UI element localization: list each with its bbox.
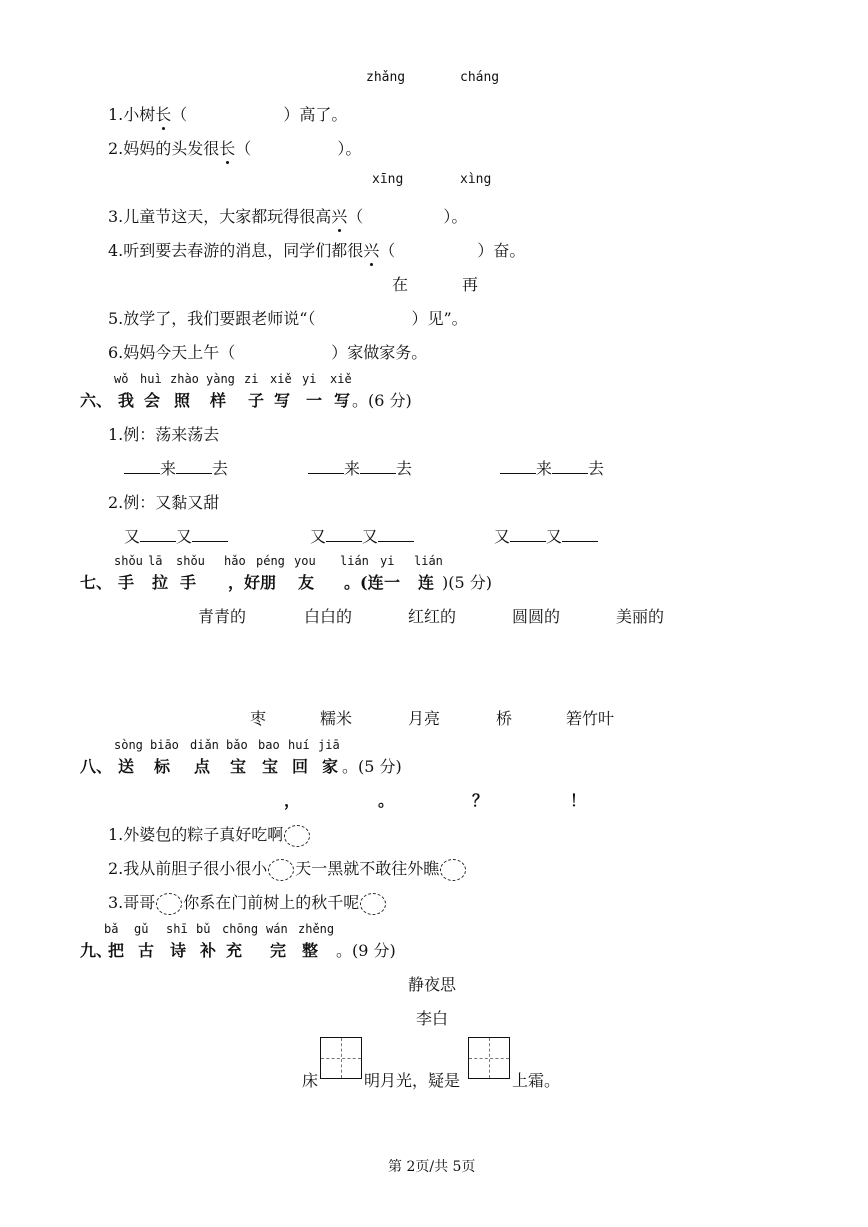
match-bottom-1[interactable]: 枣 <box>250 709 267 728</box>
title-char: 子 <box>248 391 265 410</box>
question-text: 5.放学了，我们要跟老师说“（ <box>108 309 316 328</box>
question-text: ）。 <box>443 207 468 226</box>
paren-open: （ <box>171 105 188 124</box>
title-pinyin: jiā <box>318 738 340 752</box>
question-5-4 <box>108 238 525 261</box>
word-qu: 去 <box>588 459 605 478</box>
word-you: 又 <box>176 527 193 546</box>
title-pinyin: bao <box>258 738 280 752</box>
question-text: 2.妈妈的头发很 <box>108 139 220 158</box>
question-text: ）奋。 <box>477 241 526 260</box>
title-char: 我 <box>118 391 135 410</box>
title-pinyin: xiě <box>270 372 292 386</box>
title-char: 手 <box>180 573 197 592</box>
paren-open: （ <box>235 139 252 158</box>
question-8-2 <box>108 856 467 881</box>
title-char: 标 <box>154 757 171 776</box>
question-text: ）家做家务。 <box>331 343 428 362</box>
title-char: 古 <box>138 941 155 960</box>
paren-open: （ <box>379 241 396 260</box>
title-char: 补 <box>200 941 217 960</box>
title-pinyin: shǒu <box>176 554 205 568</box>
answer-blank[interactable] <box>552 459 588 474</box>
answer-blank[interactable] <box>140 527 176 542</box>
title-char: 送 <box>118 757 135 776</box>
pinyin-xing4: xìng <box>460 172 492 187</box>
word-you: 又 <box>362 527 379 546</box>
fill-row-2 <box>124 524 228 547</box>
punct-circle[interactable] <box>360 893 386 915</box>
question-5-6 <box>108 340 427 363</box>
section-8-score: 。(5 分) <box>342 757 402 776</box>
title-char: 样 <box>210 391 227 410</box>
punct-circle[interactable] <box>284 825 310 847</box>
question-text: 3.哥哥 <box>108 893 156 912</box>
match-top-2[interactable]: 白白的 <box>304 607 353 626</box>
question-text: ）高了。 <box>283 105 348 124</box>
dotted-char: 兴 <box>363 238 379 261</box>
title-pinyin: yi <box>302 372 317 386</box>
pinyin-zhang: zhǎng <box>366 70 406 85</box>
title-char: ，好 <box>228 573 261 592</box>
section-9-number: 九、 <box>80 941 113 960</box>
fill-row-1 <box>124 456 228 479</box>
match-top-5[interactable]: 美丽的 <box>616 607 665 626</box>
match-bottom-4[interactable]: 桥 <box>496 709 513 728</box>
title-pinyin: shī <box>166 922 188 936</box>
title-char: 。(连 <box>344 573 384 592</box>
punct-circle[interactable] <box>440 859 466 881</box>
title-pinyin: you <box>294 554 316 568</box>
question-text: 天一黑就不敢往外瞧 <box>295 859 440 878</box>
question-text: 3.儿童节这天，大家都玩得很高 <box>108 207 332 226</box>
title-char: 整 <box>302 941 319 960</box>
title-char: 回 <box>292 757 309 776</box>
title-pinyin: xiě <box>330 372 352 386</box>
title-char: 会 <box>144 391 161 410</box>
title-char: 照 <box>174 391 191 410</box>
title-char: 完 <box>270 941 287 960</box>
punct-comma: ， <box>284 791 301 810</box>
title-char: 拉 <box>152 573 169 592</box>
poem-line-a: 床 <box>302 1071 319 1090</box>
section-6-score: 。(6 分) <box>352 391 412 410</box>
question-5-3 <box>108 204 467 227</box>
match-top-3[interactable]: 红红的 <box>408 607 457 626</box>
question-text: 1.外婆包的粽子真好吃啊 <box>108 825 284 844</box>
poem-author: 李白 <box>416 1009 449 1028</box>
title-pinyin: bǎo <box>226 738 248 752</box>
pinyin-chang: cháng <box>460 70 500 85</box>
punct-circle[interactable] <box>268 859 294 881</box>
match-top-4[interactable]: 圆圆的 <box>512 607 561 626</box>
title-pinyin: lián <box>340 554 369 568</box>
title-pinyin: sòng <box>114 738 143 752</box>
dotted-char: 兴 <box>331 204 347 227</box>
question-text: 4.听到要去春游的消息，同学们都很 <box>108 241 364 260</box>
word-qu: 去 <box>212 459 229 478</box>
fill-row-1c <box>500 456 604 479</box>
title-pinyin: diǎn <box>190 738 219 752</box>
writing-grid-2[interactable] <box>468 1037 510 1079</box>
title-char: 写 <box>274 391 291 410</box>
title-pinyin: bǔ <box>196 922 211 936</box>
title-pinyin: wán <box>266 922 288 936</box>
title-char: 诗 <box>170 941 187 960</box>
dotted-char: 长 <box>155 102 171 125</box>
match-bottom-5[interactable]: 箬竹叶 <box>566 709 615 728</box>
title-char: 手 <box>118 573 135 592</box>
match-bottom-3[interactable]: 月亮 <box>408 709 441 728</box>
answer-blank[interactable] <box>360 459 396 474</box>
word-qu: 去 <box>396 459 413 478</box>
title-pinyin: huì <box>140 372 162 386</box>
question-text: ）见”。 <box>411 309 468 328</box>
question-5-2 <box>108 136 361 159</box>
punct-exclaim: ！ <box>570 791 587 810</box>
answer-blank[interactable] <box>378 527 414 542</box>
question-text: 2.我从前胆子很小很小 <box>108 859 268 878</box>
answer-blank[interactable] <box>308 459 344 474</box>
answer-blank[interactable] <box>124 459 160 474</box>
section-8-number: 八、 <box>80 757 113 776</box>
title-char: 点 <box>194 757 211 776</box>
title-char: 把 <box>108 941 125 960</box>
fill-row-1b <box>308 456 412 479</box>
question-text: 1.小树 <box>108 105 156 124</box>
word-you: 又 <box>546 527 563 546</box>
title-char: 写 <box>334 391 351 410</box>
title-pinyin: lā <box>148 554 163 568</box>
word-lai: 来 <box>536 459 553 478</box>
poem-title: 静夜思 <box>408 975 457 994</box>
title-pinyin: hǎo <box>224 554 246 568</box>
title-pinyin: zhào <box>170 372 199 386</box>
answer-blank[interactable] <box>562 527 598 542</box>
question-5-5 <box>108 306 468 329</box>
punct-question: ？ <box>472 791 489 810</box>
answer-blank[interactable] <box>176 459 212 474</box>
word-zai: 在 <box>392 275 409 294</box>
title-pinyin: yi <box>380 554 395 568</box>
title-pinyin: zi <box>244 372 259 386</box>
title-pinyin: bǎ <box>104 922 119 936</box>
title-pinyin: biāo <box>150 738 179 752</box>
title-char: 友 <box>298 573 315 592</box>
title-char: 充 <box>226 941 243 960</box>
answer-blank[interactable] <box>510 527 546 542</box>
answer-blank[interactable] <box>192 527 228 542</box>
word-you: 又 <box>124 527 141 546</box>
paren-open: （ <box>347 207 364 226</box>
section-7-number: 七、 <box>80 573 113 592</box>
example-1: 1.例：荡来荡去 <box>108 425 220 444</box>
writing-grid-1[interactable] <box>320 1037 362 1079</box>
dotted-char: 长 <box>219 136 235 159</box>
word-you: 又 <box>310 527 327 546</box>
title-char: 一 <box>306 391 323 410</box>
title-char: 连 <box>418 573 435 592</box>
pinyin-xing1: xīng <box>372 172 404 187</box>
title-char: 一 <box>384 573 401 592</box>
title-char: 宝 <box>230 757 247 776</box>
fill-row-2b <box>310 524 414 547</box>
title-pinyin: gǔ <box>134 922 149 936</box>
page-footer: 第 2页/共 5页 <box>388 1159 476 1175</box>
title-pinyin: shǒu <box>114 554 143 568</box>
answer-blank[interactable] <box>326 527 362 542</box>
question-5-1 <box>108 102 347 125</box>
word-you: 又 <box>494 527 511 546</box>
word-lai: 来 <box>344 459 361 478</box>
title-pinyin: yàng <box>206 372 235 386</box>
question-text: ）。 <box>337 139 362 158</box>
poem-line-b: 明月光，疑是 <box>364 1071 461 1090</box>
title-pinyin: chōng <box>222 922 259 936</box>
title-pinyin: péng <box>256 554 285 568</box>
punct-circle[interactable] <box>156 893 182 915</box>
match-bottom-2[interactable]: 糯米 <box>320 709 353 728</box>
word-lai: 来 <box>160 459 177 478</box>
word-zai2: 再 <box>462 275 479 294</box>
fill-row-2c <box>494 524 598 547</box>
title-pinyin: wǒ <box>114 372 129 386</box>
title-pinyin: lián <box>414 554 443 568</box>
section-7-score: )(5 分) <box>442 573 492 592</box>
poem-line-c: 上霜。 <box>512 1071 561 1090</box>
title-char: 家 <box>322 757 339 776</box>
punct-period: 。 <box>378 791 395 810</box>
question-8-3 <box>108 890 387 915</box>
section-9-score: 。(9 分) <box>336 941 396 960</box>
match-top-1[interactable]: 青青的 <box>198 607 247 626</box>
section-6-number: 六、 <box>80 391 113 410</box>
question-text: 你系在门前树上的秋千呢 <box>183 893 360 912</box>
question-text: 6.妈妈今天上午（ <box>108 343 236 362</box>
title-char: 宝 <box>262 757 279 776</box>
title-pinyin: zhěng <box>298 922 335 936</box>
title-char: 朋 <box>260 573 277 592</box>
example-2: 2.例：又黏又甜 <box>108 493 220 512</box>
title-pinyin: huí <box>288 738 310 752</box>
question-8-1 <box>108 822 311 847</box>
answer-blank[interactable] <box>500 459 536 474</box>
